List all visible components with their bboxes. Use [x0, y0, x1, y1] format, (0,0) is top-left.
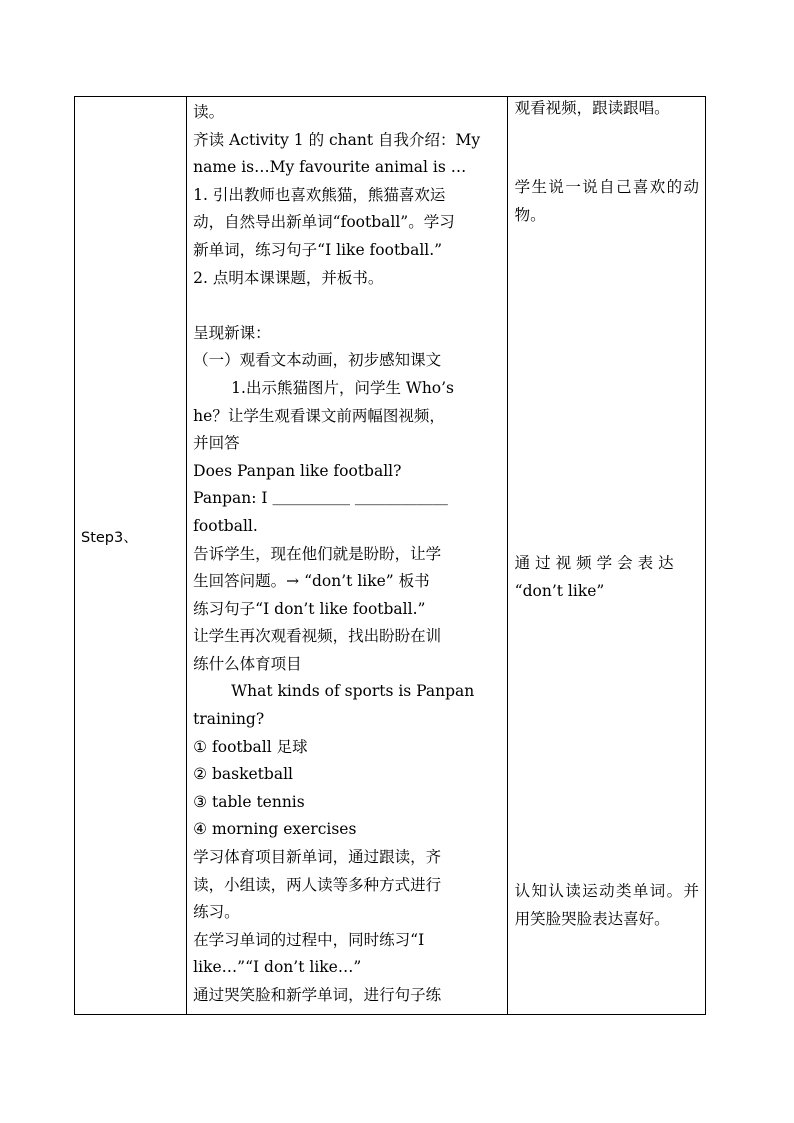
- content-line: he？让学生观看课文前两幅图视频，: [193, 406, 445, 425]
- content-line: （一）观看文本动画，初步感知课文: [193, 351, 442, 370]
- content-line: ④ morning exercises: [193, 820, 357, 839]
- content-line: football.: [193, 516, 258, 535]
- content-line: ① football 足球: [193, 737, 308, 756]
- content-line: 新单词，练习句子“I like football.”: [193, 240, 443, 259]
- content-line: 告诉学生，现在他们就是盼盼，让学: [193, 544, 442, 563]
- step-row: [75, 97, 706, 1015]
- student-note: 学生说一说自己喜欢的动物。: [514, 178, 699, 224]
- content-line: Panpan: I ＿＿＿＿＿ ＿＿＿＿＿＿: [193, 489, 448, 508]
- content-line: 在学习单词的过程中，同时练习“I: [193, 930, 425, 949]
- content-line: 学习体育项目新单词，通过跟读，齐: [193, 848, 442, 867]
- content-line: training?: [193, 710, 265, 729]
- step-cell: [75, 97, 187, 1015]
- content-line: 齐读 Activity 1 的 chant 自我介绍：My: [193, 130, 481, 149]
- content-line: name is…My favourite animal is …: [193, 158, 467, 177]
- student-activity-cell: [507, 97, 705, 1015]
- content-line: 并回答: [193, 434, 240, 453]
- student-note-line: “don’t like”: [514, 582, 605, 600]
- content-line: 生回答问题。→ “don’t like” 板书: [193, 572, 430, 591]
- blank-line: [193, 292, 501, 320]
- lesson-plan-table: [74, 96, 706, 1015]
- student-note-line: 通过视频学会表达: [514, 554, 679, 572]
- content-line: ③ table tennis: [193, 792, 305, 811]
- content-line: 呈现新课：: [193, 323, 271, 342]
- content-line: 动，自然导出新单词“football”。学习: [193, 213, 455, 232]
- content-line: 读，小组读，两人读等多种方式进行: [193, 875, 442, 894]
- content-line: 练什么体育项目: [193, 654, 302, 673]
- content-line: 通过哭笑脸和新学单词，进行句子练: [193, 986, 442, 1004]
- content-line: Does Panpan like football?: [193, 461, 402, 480]
- content-line: ② basketball: [193, 765, 293, 784]
- content-line: 读。: [193, 103, 225, 121]
- student-note: 认知认读运动类单词。并用笑脸哭脸表达喜好。: [514, 882, 699, 928]
- content-line: What kinds of sports is Panpan: [231, 682, 475, 701]
- content-line: like…”“I don’t like…”: [193, 958, 362, 977]
- student-note: [515, 549, 699, 605]
- teacher-activity-cell: [187, 97, 508, 1015]
- content-line: 练习。: [193, 903, 240, 922]
- content-line: 练习句子“I don’t like football.”: [193, 599, 426, 618]
- teacher-activity-text: [187, 97, 507, 1010]
- student-note: 观看视频，跟读跟唱。: [514, 99, 670, 117]
- step-label: Step3、: [81, 529, 138, 546]
- content-line: 2. 点明本课课题，并板书。: [193, 268, 384, 287]
- content-line: 1. 引出教师也喜欢熊猫，熊猫喜欢运: [193, 185, 446, 204]
- content-line: 1.出示熊猫图片，问学生 Who’s: [231, 378, 455, 397]
- content-line: 让学生再次观看视频，找出盼盼在训: [193, 627, 442, 646]
